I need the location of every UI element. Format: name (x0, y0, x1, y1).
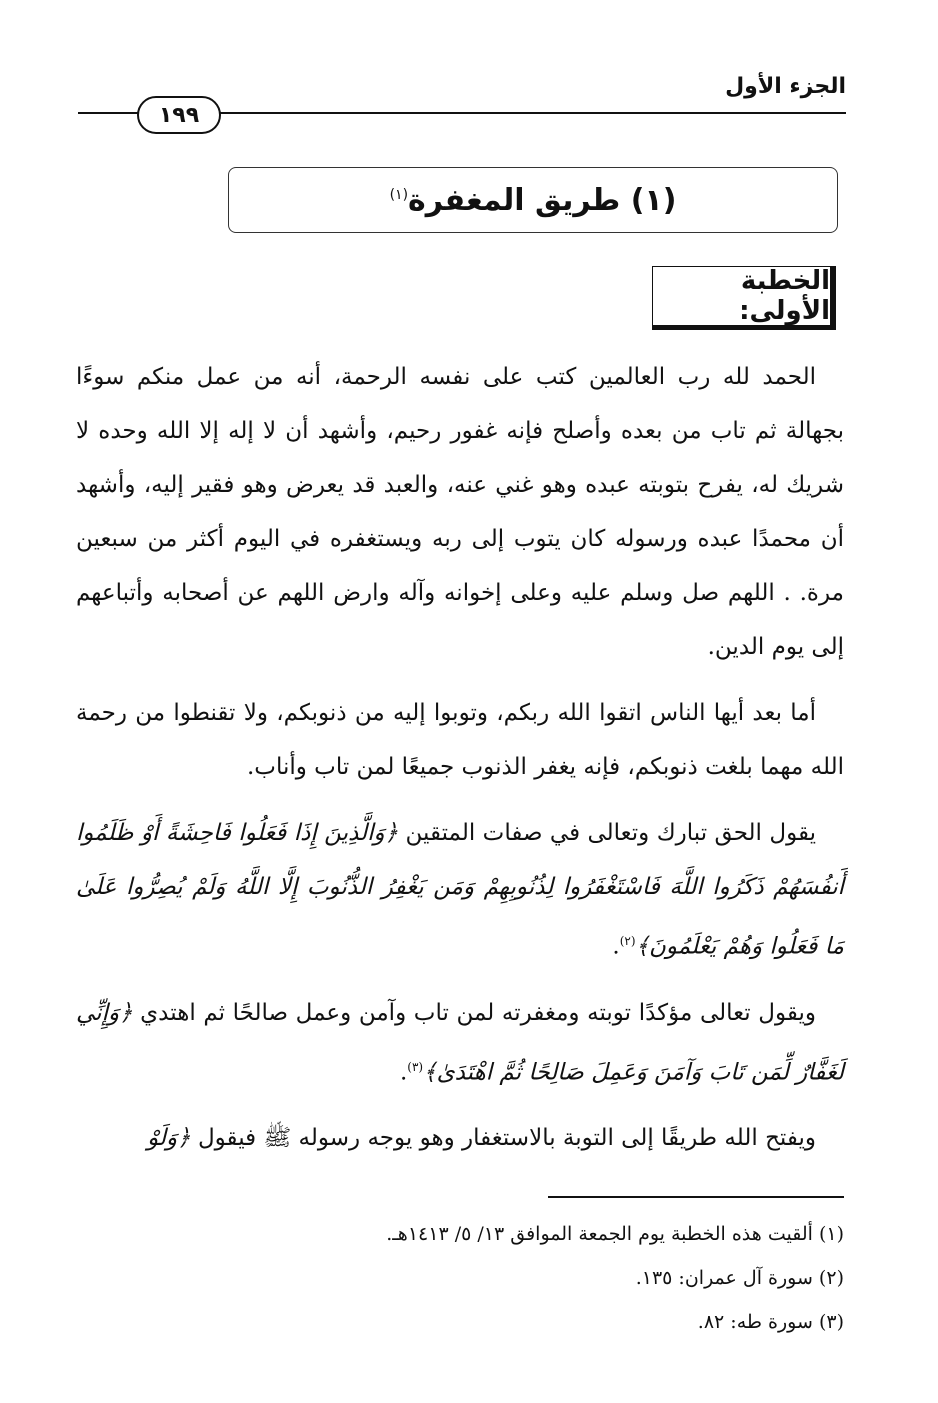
paragraph-4-intro: ويقول تعالى مؤكدًا توبته ومغفرته لمن تاب وآمن وعمل صالحًا ثم اهتدي (140, 999, 816, 1026)
footnote-1: (١) ألقيت هذه الخطبة يوم الجمعة الموافق ١٣/ ٥/ ١٤١٣هـ. (386, 1223, 844, 1245)
quran-verse-1: ﴿وَالَّذِينَ إِذَا فَعَلُوا فَاحِشَةً أَوْ ظَلَمُوا أَنفُسَهُمْ ذَكَرُوا اللَّهَ فَاسْتَغْفَرُوا لِذُنُوبِهِمْ وَمَن يَغْفِرُ الذُّنُوبَ إِلَّا اللَّهُ وَلَمْ يُصِرُّوا عَلَىٰ مَا فَعَلُوا وَهُمْ يَعْلَمُونَ﴾ (76, 820, 844, 960)
paragraph-3-intro: يقول الحق تبارك وتعالى في صفات المتقين (405, 820, 816, 846)
footnote-marker-3: (٣) (407, 1059, 424, 1074)
paragraph-3: يقول الحق تبارك وتعالى في صفات المتقين ﴿وَالَّذِينَ إِذَا فَعَلُوا فَاحِشَةً أَوْ ظَلَمُوا أَنفُسَهُمْ ذَكَرُوا اللَّهَ فَاسْتَغْفَرُوا لِذُنُوبِهِمْ وَمَن يَغْفِرُ الذُّنُوبَ إِلَّا اللَّهُ وَلَمْ يُصِرُّوا عَلَىٰ مَا فَعَلُوا وَهُمْ يَعْلَمُونَ﴾$^{(٢)}$. (76, 820, 844, 960)
paragraph-2: أما بعد أيها الناس اتقوا الله ربكم، وتوبوا إليه من ذنوبكم، ولا تقنطوا من رحمة الله مهما بلغت ذنوبكم، فإنه يغفر الذنوب جميعًا لمن تاب وأناب. (76, 700, 844, 780)
chapter-title (390, 183, 677, 218)
quran-verse-3: ﴿وَلَوْ (147, 1125, 191, 1152)
paragraph-1: الحمد لله رب العالمين كتب على نفسه الرحمة، أنه من عمل منكم سوءًا بجهالة ثم تاب من بعده وأصلح فإنه غفور رحيم، وأشهد أن لا إله إلا الله وحده لا شريك له، يفرح بتوبته عبده وهو غني عنه، والعبد قد يعرض وهو فقير إليه، وأشهد أن محمدًا عبده ورسوله كان يتوب إلى ربه ويستغفره في اليوم أكثر من سبعين مرة. . اللهم صل وسلم عليه وعلى إخوانه وآله وارض اللهم عن أصحابه وأتباعهم إلى يوم الدين. (76, 364, 844, 660)
quran-verse-2: ﴿وَإِنِّي لَغَفَّارٌ لِّمَن تَابَ وَآمَنَ وَعَمِلَ صَالِحًا ثُمَّ اهْتَدَىٰ﴾ (76, 999, 844, 1086)
footnote-rule (548, 1196, 844, 1198)
footnote-2: (٢) سورة آل عمران: ١٣٥. (635, 1267, 844, 1289)
chapter-title-box (228, 167, 838, 233)
paragraph-5-intro: ويفتح الله طريقًا إلى التوبة بالاستغفار وهو يوجه رسوله ﷺ فيقول (197, 1125, 816, 1152)
footnote-marker-2: (٢) (619, 934, 636, 948)
page-number: ١٩٩ (137, 96, 221, 134)
paragraph-5 (76, 1111, 844, 1165)
footnote-3: (٣) سورة طه: ٨٢. (697, 1311, 844, 1333)
chapter-title-text: (١) طريق المغفرة (408, 182, 677, 218)
sermon-body (76, 350, 844, 1177)
paragraph-4: ويقول تعالى مؤكدًا توبته ومغفرته لمن تاب وآمن وعمل صالحًا ثم اهتدي ﴿وَإِنِّي لَغَفَّارٌ لِّمَن تَابَ وَآمَنَ وَعَمِلَ صَالِحًا ثُمَّ اهْتَدَىٰ﴾$^{(٣)}$. (76, 999, 844, 1086)
running-head: الجزء الأول (725, 74, 846, 99)
section-heading: الخطبة الأولى: (652, 266, 836, 330)
footnotes (200, 1212, 844, 1344)
title-footnote-marker: (١) (389, 186, 409, 203)
